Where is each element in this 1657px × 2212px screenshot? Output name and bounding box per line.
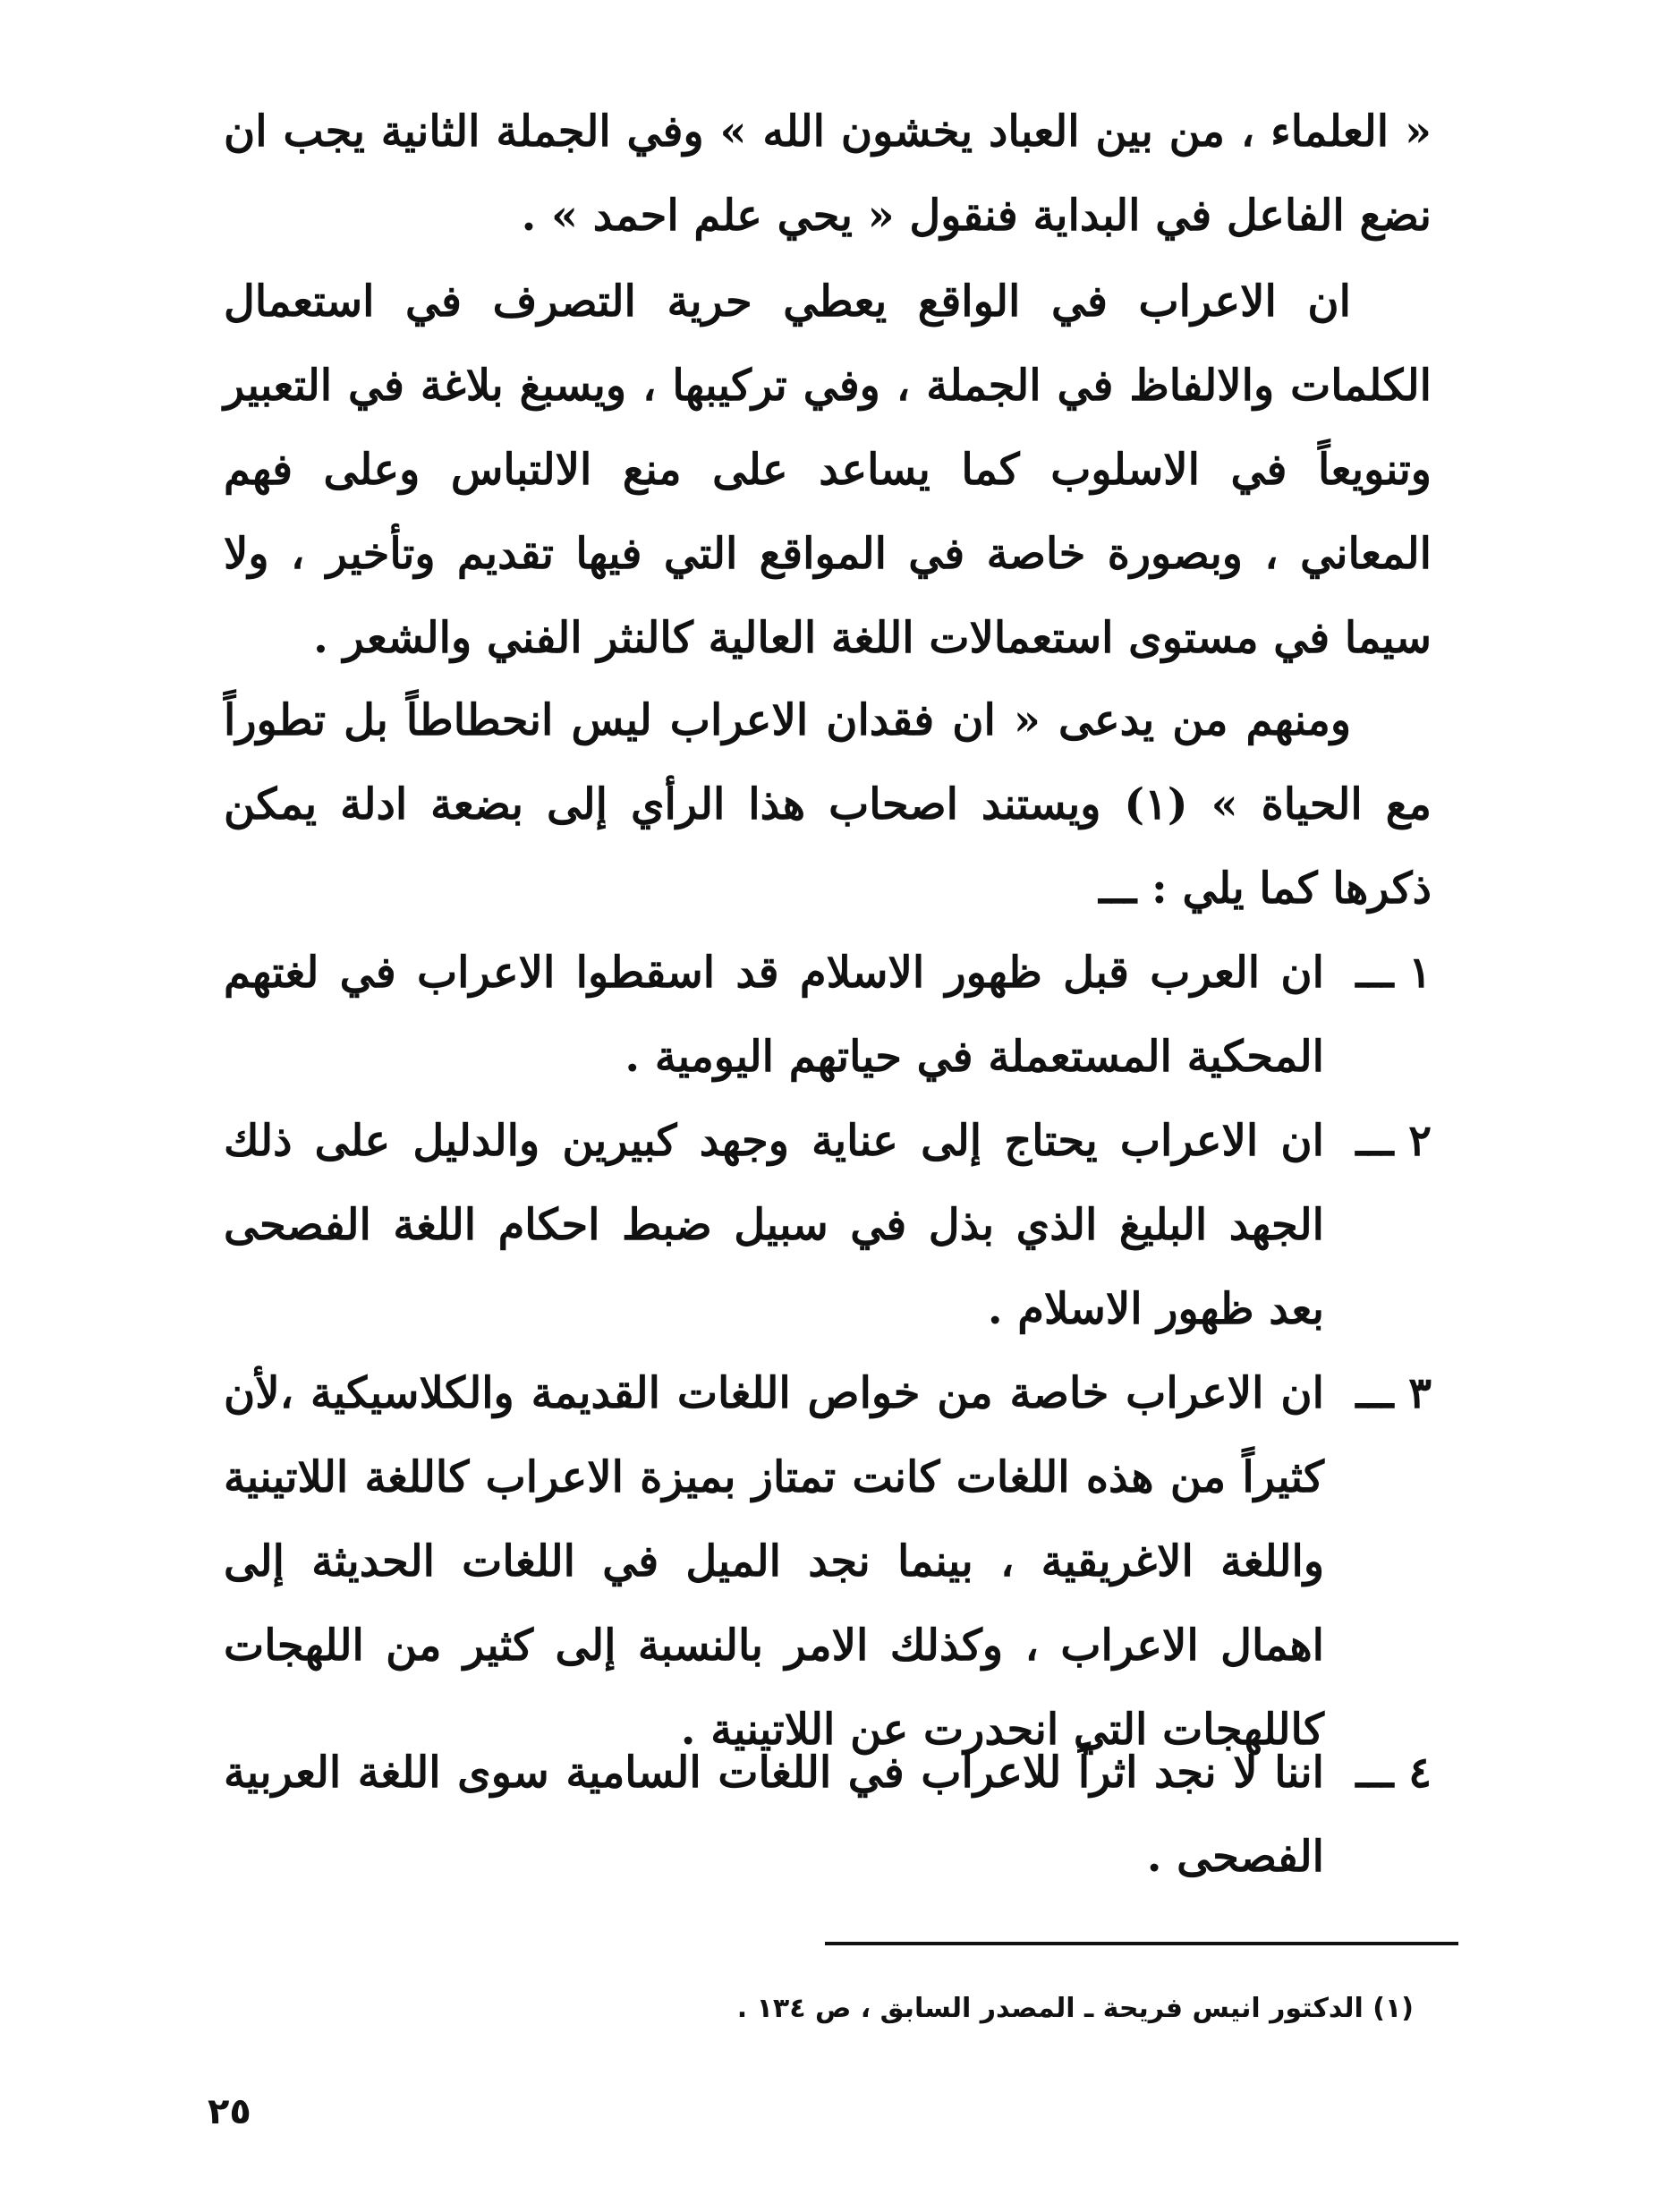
- list-item-text: ان الاعراب يحتاج إلى عناية وجهد كبيرين والدليل على ذلك الجهد البليغ الذي بذل في سبيل ضبط احكام اللغة الفصحى بعد ظهور الاسلام .: [224, 1116, 1324, 1334]
- list-item-text: اننا لا نجد اثراً للاعراب في اللغات السامية سوى اللغة العربية الفصحى .: [224, 1748, 1324, 1882]
- list-item: [224, 931, 1432, 1099]
- list-item-text: ان العرب قبل ظهور الاسلام قد اسقطوا الاعراب في لغتهم المحكية المستعملة في حياتهم اليومية .: [224, 948, 1324, 1082]
- paragraph-main: ان الاعراب في الواقع يعطي حرية التصرف في استعمال الكلمات والالفاظ في الجملة ، وفي تركيبها ، ويسبغ بلاغة في التعبير وتنويعاً في الاسلوب كما يساعد على منع الالتباس وعلى فهم المعاني ، وبصورة خاصة في المواقع التي فيها تقديم وتأخير ، ولا سيما في مستوى استعمالات اللغة العالية كالنثر الفني والشعر .: [224, 276, 1432, 663]
- list-item-text: ان الاعراب خاصة من خواص اللغات القديمة والكلاسيكية ،لأن كثيراً من هذه اللغات كانت تمتاز بميزة الاعراب كاللغة اللاتينية واللغة الاغريقية ، بينما نجد الميل في اللغات الحديثة إلى اهمال الاعراب ، وكذلك الامر بالنسبة إلى كثير من اللهجات كاللهجات التي انحدرت عن اللاتينية .: [224, 1368, 1324, 1755]
- paragraph-continuation: « العلماء ، من بين العباد يخشون الله » وفي الجملة الثانية يجب ان نضع الفاعل في البداية فنقول « يحي علم احمد » .: [224, 106, 1432, 241]
- paragraph-claim: ومنهم من يدعى « ان فقدان الاعراب ليس انحطاطاً بل تطوراً مع الحياة » (١) ويستند اصحاب هذا الرأي إلى بضعة ادلة يمكن ذكرها كما يلي : ـــ: [224, 695, 1432, 914]
- footnote-divider: [825, 1942, 1458, 1945]
- footnote: (١) الدكتور انيس فريحة ـ المصدر السابق ، ص ١٣٤ .: [736, 1993, 1414, 2024]
- page-number: ٢٥: [208, 2091, 251, 2132]
- list-item-number: ٢ ـــ: [1355, 1116, 1432, 1166]
- list-item-number: ٣ ـــ: [1355, 1368, 1432, 1418]
- list-item: [224, 1731, 1432, 1899]
- list-item-number: ٤ ـــ: [1355, 1748, 1432, 1798]
- list-item-number: ١ ـــ: [1355, 948, 1432, 998]
- list-item: [224, 1351, 1432, 1772]
- list-item: [224, 1099, 1432, 1351]
